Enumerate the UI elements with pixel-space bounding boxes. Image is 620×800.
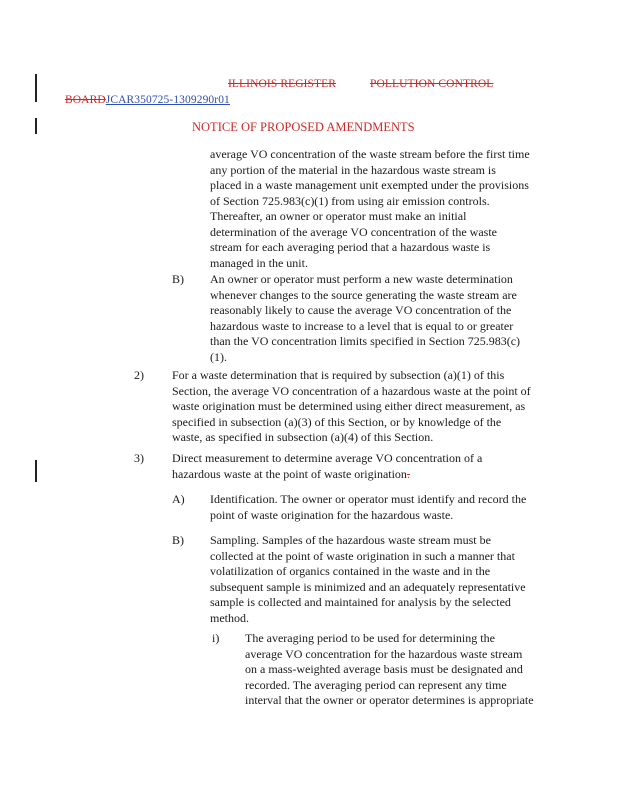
- board-line: [65, 94, 230, 106]
- item-3-text: [172, 451, 502, 482]
- item-2-text: For a waste determination that is required by subsection (a)(1) of this Section, the average VO concentration of a hazardous waste at the point of waste origination must be determined using either direct measurement, as specified in subsection (a)(3) of this Section, or by knowledge of the waste, as specified in subsection (a)(4) of this Section.: [172, 368, 531, 444]
- agency-title: POLLUTION CONTROL: [370, 78, 494, 90]
- item-b2-text: Sampling. Samples of the hazardous waste stream must be collected at the point of waste origination in such a manner that volatilization of organics contained in the waste and in the subsequent sample is minimized and an adequately representative sample is collected and maintained for analysis by the selected method.: [210, 533, 526, 625]
- change-bar-1: [35, 74, 37, 102]
- item-b2-label: B): [172, 533, 184, 547]
- item-a-label: A): [172, 492, 185, 506]
- change-bar-2: [35, 118, 37, 134]
- item-a-text: Identification. The owner or operator must identify and record the point of waste origination for the hazardous waste.: [210, 492, 527, 522]
- item-3-label: 3): [134, 451, 144, 465]
- board-deleted: BOARD: [65, 94, 106, 106]
- item-2-label: 2): [134, 368, 144, 382]
- register-title: ILLINOIS REGISTER: [228, 78, 337, 90]
- notice-title: NOTICE OF PROPOSED AMENDMENTS: [192, 120, 415, 134]
- change-bar-3: [35, 460, 37, 482]
- item-i-label: i): [212, 631, 220, 645]
- continued-paragraph: average VO concentration of the waste stream before the first time any portion of the material in the hazardous waste stream is placed in a waste management unit exempted under the provisions of Section 725.983(c)(1) from using air emission controls. Thereafter, an owner or operator must make an initial determination of the average VO concentration of the waste stream for each averaging period that a hazardous waste is managed in the unit.: [210, 147, 530, 270]
- item-3-text-main: Direct measurement to determine average VO concentration of a hazardous waste at the point of waste origination: [172, 451, 483, 481]
- item-3-deleted-period: .: [406, 466, 410, 481]
- item-i-text: The averaging period to be used for determining the average VO concentration for the hazardous waste stream on a mass-weighted average basis must be designated and recorded. The averaging period can represent any time interval that the owner or operator determines is appropriate: [245, 631, 534, 707]
- item-b-label: B): [172, 272, 184, 286]
- doc-id: JCAR350725-1309290r01: [105, 94, 230, 106]
- item-b-text: An owner or operator must perform a new waste determination whenever changes to the source generating the waste stream are reasonably likely to cause the average VO concentration of the hazardous waste to increase to a level that is equal to or greater than the VO concentration limits specified in Section 725.983(c)(1).: [210, 272, 521, 364]
